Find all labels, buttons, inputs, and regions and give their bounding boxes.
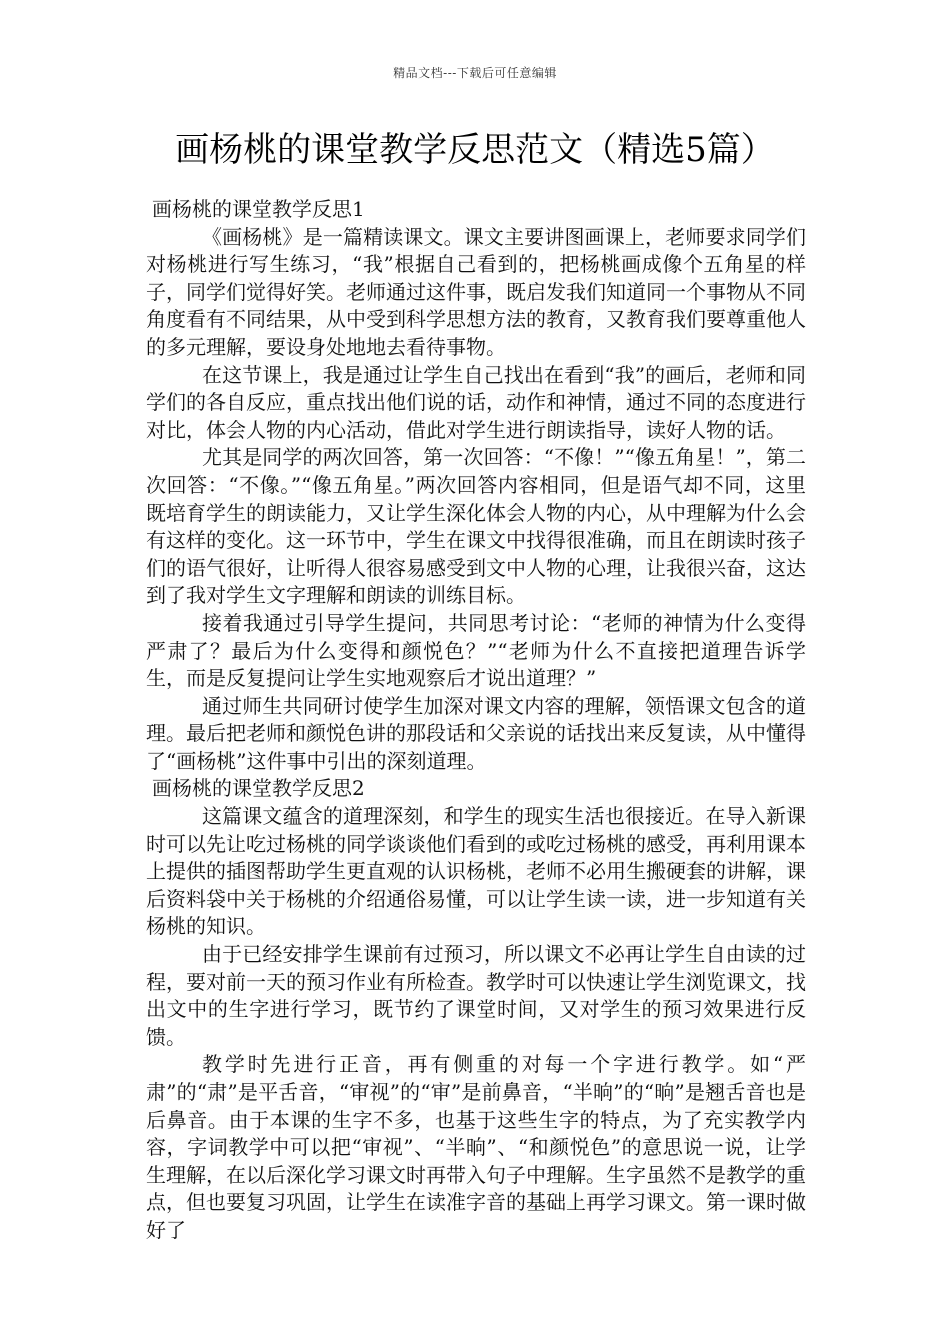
paragraph: 《画杨桃》是一篇精读课文。课文主要讲图画课上，老师要求同学们对杨桃进行写生练习，“我”根据自己看到的，把杨桃画成像个五角星的样子，同学们觉得好笑。老师通过这件事，既启发我们知道同一个事物从不同角度看有不同结果，从中受到科学思想方法的教育，又教育我们要尊重他人的多元理解，要设身处地地去看待事物。 [146,224,806,359]
paragraph: 在这节课上，我是通过让学生自己找出在看到“我”的画后，老师和同学们的各自反应，重点找出他们说的话，动作和神情，通过不同的态度进行对比，体会人物的内心活动，借此对学生进行朗读指导，读好人物的话。 [146,362,806,442]
section-heading: 画杨桃的课堂教学反思2 [152,776,365,801]
paragraph: 接着我通过引导学生提问，共同思考讨论：“老师的神情为什么变得严肃了？最后为什么变得和颜悦色？”“老师为什么不直接把道理告诉学生，而是反复提问让学生实地观察后才说出道理？” [146,610,806,691]
paragraph: 由于已经安排学生课前有过预习，所以课文不必再让学生自由读的过程，要对前一天的预习作业有所检查。教学时可以快速让学生浏览课文，找出文中的生字进行学习，既节约了课堂时间，又对学生的预习效果进行反馈。 [146,942,806,1049]
paragraph: 教学时先进行正音，再有侧重的对每一个字进行教学。如“严肃”的“肃”是平舌音，“审视”的“审”是前鼻音，“半晌”的“晌”是翘舌音也是后鼻音。由于本课的生字不多，也基于这些生字的特点，为了充实教学内容，字词教学中可以把“审视”、“半晌”、“和颜悦色”的意思说一说，让学生理解，在以后深化学习课文时再带入句子中理解。生字虽然不是教学的重点，但也要复习巩固，让学生在读准字音的基础上再学习课文。第一课时做好了 [146,1052,806,1242]
document-title: 画杨桃的课堂教学反思范文（精选5篇） [175,130,775,170]
document-body [146,196,806,1245]
paragraph: 这篇课文蕴含的道理深刻，和学生的现实生活也很接近。在导入新课时可以先让吃过杨桃的同学谈谈他们看到的或吃过杨桃的感受，再利用课本上提供的插图帮助学生更直观的认识杨桃，老师不必用生搬硬套的讲解，课后资料袋中关于杨桃的介绍通俗易懂，可以让学生读一读，进一步知道有关杨桃的知识。 [146,804,806,939]
section-heading: 画杨桃的课堂教学反思1 [152,197,365,221]
paragraph: 通过师生共同研讨使学生加深对课文内容的理解，领悟课文包含的道理。最后把老师和颜悦色讲的那段话和父亲说的话找出来反复读，从中懂得了“画杨桃”这件事中引出的深刻道理。 [146,693,806,773]
header-watermark: 精品文档---下载后可任意编辑 [393,66,557,80]
paragraph: 尤其是同学的两次回答，第一次回答：“不像！”“像五角星！”，第二次回答：“不像。”“像五角星。”两次回答内容相同，但是语气却不同，这里既培育学生的朗读能力，又让学生深化体会人物的内心，从中理解为什么会有这样的变化。这一环节中，学生在课文中找得很准确，而且在朗读时孩子们的语气很好，让听得人很容易感受到文中人物的心理，让我很兴奋，这达到了我对学生文字理解和朗读的训练目标。 [146,445,806,608]
